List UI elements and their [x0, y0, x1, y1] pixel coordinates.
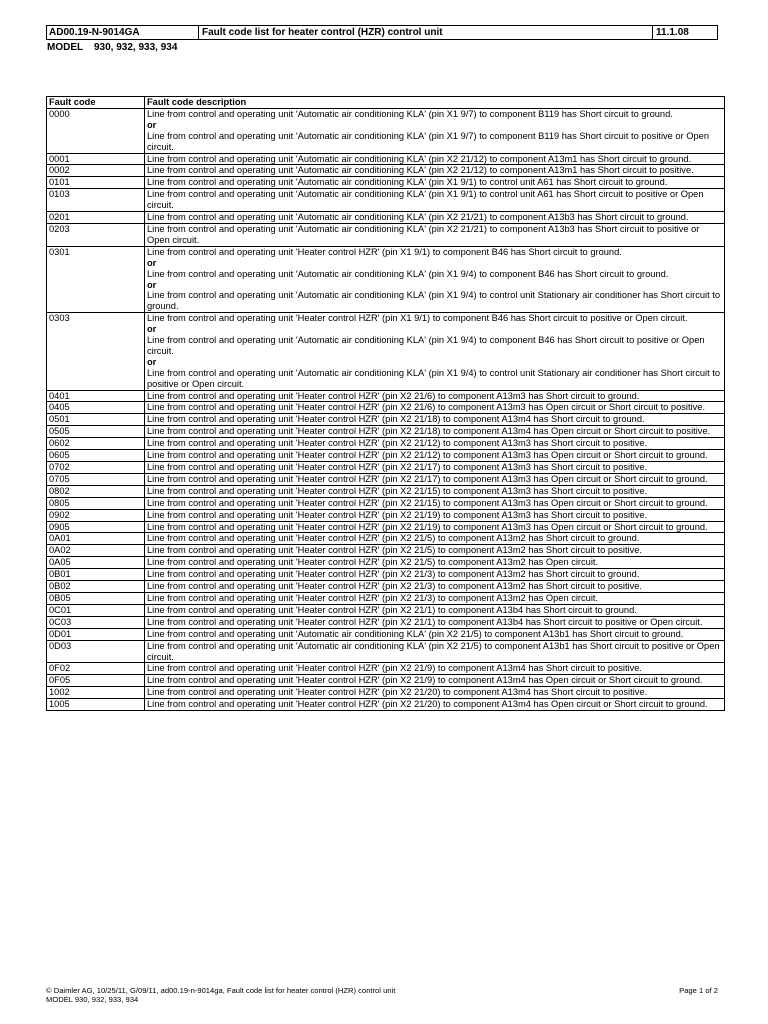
fault-code-cell: 0B02 [47, 581, 145, 593]
description-line: Line from control and operating unit 'Heater control HZR' (pin X2 21/18) to component A13m4 has Open circuit or Short circuit to positive. [147, 426, 711, 437]
description-line: Line from control and operating unit 'Heater control HZR' (pin X2 21/12) to component A13m3 has Open circuit or Short circuit to ground. [147, 450, 708, 461]
description-line: Line from control and operating unit 'Automatic air conditioning KLA' (pin X1 9/1) to control unit A61 has Short circuit to ground. [147, 177, 668, 188]
fault-code-cell: 0000 [47, 108, 145, 153]
description-line: Line from control and operating unit 'Heater control HZR' (pin X2 21/1) to component A13b4 has Short circuit to positive or Open circuit. [147, 616, 703, 627]
page-footer [46, 986, 720, 1004]
fault-code-cell: 0902 [47, 509, 145, 521]
fault-description-cell [145, 212, 725, 224]
fault-code-cell: 0D03 [47, 640, 145, 663]
table-row [47, 592, 725, 604]
table-body [47, 108, 725, 710]
fault-description-cell [145, 177, 725, 189]
table-row [47, 569, 725, 581]
document-id: AD00.19-N-9014GA [47, 26, 199, 39]
description-line: Line from control and operating unit 'Heater control HZR' (pin X2 21/3) to component A13m2 has Open circuit. [147, 592, 599, 603]
description-line: Line from control and operating unit 'Heater control HZR' (pin X2 21/1) to component A13b4 has Short circuit to ground. [147, 604, 637, 615]
table-row [47, 581, 725, 593]
fault-code-cell: 0A01 [47, 533, 145, 545]
fault-code-cell: 0905 [47, 521, 145, 533]
description-line: Line from control and operating unit 'Automatic air conditioning KLA' (pin X1 9/4) to component B46 has Short circuit to ground. [147, 268, 669, 279]
fault-code-cell: 0802 [47, 485, 145, 497]
fault-description-cell [145, 545, 725, 557]
fault-code-cell: 0203 [47, 223, 145, 246]
table-row [47, 189, 725, 212]
fault-description-cell [145, 462, 725, 474]
fault-description-cell [145, 153, 725, 165]
fault-description-cell [145, 438, 725, 450]
description-line: Line from control and operating unit 'Heater control HZR' (pin X2 21/6) to component A13m3 has Open circuit or Short circuit to positive. [147, 402, 706, 413]
table-row [47, 390, 725, 402]
table-row [47, 663, 725, 675]
table-row [47, 485, 725, 497]
fault-code-cell: 0702 [47, 462, 145, 474]
table-row [47, 473, 725, 485]
fault-description-cell [145, 189, 725, 212]
description-line: Line from control and operating unit 'Heater control HZR' (pin X2 21/5) to component A13m2 has Short circuit to positive. [147, 545, 642, 556]
table-row [47, 313, 725, 390]
table-row [47, 497, 725, 509]
fault-code-cell: 0001 [47, 153, 145, 165]
description-line: Line from control and operating unit 'Heater control HZR' (pin X2 21/19) to component A13m3 has Open circuit or Short circuit to ground. [147, 521, 708, 532]
description-line: Line from control and operating unit 'Heater control HZR' (pin X2 21/9) to component A13m4 has Open circuit or Short circuit to ground. [147, 675, 703, 686]
fault-code-cell: 0405 [47, 402, 145, 414]
table-row [47, 108, 725, 153]
description-line: Line from control and operating unit 'Heater control HZR' (pin X2 21/15) to component A13m3 has Open circuit or Short circuit to ground. [147, 497, 708, 508]
fault-code-cell: 0103 [47, 189, 145, 212]
table-row [47, 462, 725, 474]
table-row [47, 545, 725, 557]
fault-description-cell [145, 699, 725, 711]
fault-description-cell [145, 616, 725, 628]
fault-code-cell: 0605 [47, 450, 145, 462]
fault-description-cell [145, 521, 725, 533]
table-row [47, 533, 725, 545]
description-line: Line from control and operating unit 'Heater control HZR' (pin X2 21/3) to component A13m2 has Short circuit to ground. [147, 569, 640, 580]
description-line: Line from control and operating unit 'Automatic air conditioning KLA' (pin X1 9/1) to control unit A61 has Short circuit to positive or Open circuit. [147, 189, 704, 211]
table-row [47, 509, 725, 521]
fault-code-cell: 0002 [47, 165, 145, 177]
fault-description-cell [145, 533, 725, 545]
fault-description-cell [145, 473, 725, 485]
fault-code-cell: 0D01 [47, 628, 145, 640]
model-line [47, 42, 177, 53]
fault-description-cell [145, 687, 725, 699]
description-line: Line from control and operating unit 'Heater control HZR' (pin X2 21/3) to component A13m2 has Short circuit to positive. [147, 581, 642, 592]
column-header-code: Fault code [47, 97, 145, 109]
description-line: Line from control and operating unit 'Heater control HZR' (pin X2 21/19) to component A13m3 has Short circuit to positive. [147, 509, 648, 520]
description-line: Line from control and operating unit 'Heater control HZR' (pin X2 21/12) to component A13m3 has Short circuit to positive. [147, 438, 648, 449]
or-separator: or [147, 356, 157, 367]
fault-description-cell [145, 640, 725, 663]
description-line: Line from control and operating unit 'Heater control HZR' (pin X2 21/15) to component A13m3 has Short circuit to positive. [147, 485, 648, 496]
description-line: Line from control and operating unit 'Heater control HZR' (pin X2 21/18) to component A13m4 has Short circuit to ground. [147, 414, 645, 425]
table-row [47, 557, 725, 569]
fault-code-cell: 0F05 [47, 675, 145, 687]
or-separator: or [147, 279, 157, 290]
description-line: Line from control and operating unit 'Heater control HZR' (pin X2 21/5) to component A13m2 has Short circuit to ground. [147, 533, 640, 544]
fault-description-cell [145, 592, 725, 604]
fault-description-cell [145, 426, 725, 438]
description-line: Line from control and operating unit 'Heater control HZR' (pin X2 21/5) to component A13m2 has Open circuit. [147, 557, 599, 568]
table-header-row [47, 97, 725, 109]
footer-copyright: © Daimler AG, 10/25/11, G/09/11, ad00.19-n-9014ga, Fault code list for heater control (HZR) control unit [46, 986, 396, 995]
fault-code-table [46, 96, 725, 711]
table-row [47, 153, 725, 165]
fault-description-cell [145, 402, 725, 414]
fault-description-cell [145, 313, 725, 390]
fault-code-cell: 0303 [47, 313, 145, 390]
description-line: Line from control and operating unit 'Heater control HZR' (pin X2 21/9) to component A13m4 has Short circuit to positive. [147, 663, 642, 674]
table-row [47, 616, 725, 628]
table-row [47, 426, 725, 438]
fault-code-cell: 0301 [47, 246, 145, 312]
table-row [47, 640, 725, 663]
fault-description-cell [145, 450, 725, 462]
table-row [47, 414, 725, 426]
description-line: Line from control and operating unit 'Automatic air conditioning KLA' (pin X1 9/4) to control unit Stationary air conditioner has Short circuit to ground. [147, 290, 721, 312]
fault-code-cell: 1002 [47, 687, 145, 699]
column-header-description: Fault code description [145, 97, 725, 109]
description-line: Line from control and operating unit 'Heater control HZR' (pin X1 9/1) to component B46 has Short circuit to positive or Open circuit. [147, 313, 688, 324]
fault-description-cell [145, 675, 725, 687]
table-row [47, 223, 725, 246]
table-row [47, 699, 725, 711]
description-line: Line from control and operating unit 'Automatic air conditioning KLA' (pin X2 21/5) to component A13b1 has Short circuit to ground. [147, 628, 684, 639]
fault-code-cell: 0805 [47, 497, 145, 509]
document-header [46, 25, 718, 40]
fault-code-cell: 0401 [47, 390, 145, 402]
description-line: Line from control and operating unit 'Automatic air conditioning KLA' (pin X1 9/7) to component B119 has Short circuit to ground. [147, 108, 673, 119]
fault-description-cell [145, 509, 725, 521]
description-line: Line from control and operating unit 'Automatic air conditioning KLA' (pin X1 9/4) to control unit Stationary air conditioner has Short circuit to positive or Open circuit. [147, 367, 721, 389]
footer-model: MODEL 930, 932, 933, 934 [46, 995, 139, 1004]
fault-code-cell: 0201 [47, 212, 145, 224]
table-row [47, 450, 725, 462]
table-row [47, 177, 725, 189]
fault-code-cell: 0602 [47, 438, 145, 450]
table-row [47, 687, 725, 699]
fault-code-cell: 0B01 [47, 569, 145, 581]
fault-code-cell: 0C03 [47, 616, 145, 628]
description-line: Line from control and operating unit 'Heater control HZR' (pin X1 9/1) to component B46 has Short circuit to ground. [147, 246, 622, 257]
fault-description-cell [145, 604, 725, 616]
table-row [47, 604, 725, 616]
table-row [47, 246, 725, 312]
model-label: MODEL [47, 42, 84, 53]
fault-description-cell [145, 581, 725, 593]
fault-code-cell: 0505 [47, 426, 145, 438]
table-row [47, 402, 725, 414]
or-separator: or [147, 257, 157, 268]
table-row [47, 521, 725, 533]
description-line: Line from control and operating unit 'Heater control HZR' (pin X2 21/17) to component A13m3 has Short circuit to positive. [147, 462, 648, 472]
model-values: 930, 932, 933, 934 [94, 42, 178, 53]
fault-code-cell: 0705 [47, 473, 145, 485]
document-date: 11.1.08 [656, 27, 689, 38]
fault-description-cell [145, 497, 725, 509]
description-line: Line from control and operating unit 'Automatic air conditioning KLA' (pin X2 21/21) to component A13b3 has Short circuit to ground. [147, 212, 689, 223]
table-row [47, 165, 725, 177]
fault-description-cell [145, 246, 725, 312]
fault-description-cell [145, 165, 725, 177]
page-number: Page 1 of 2 [679, 986, 718, 995]
description-line: Line from control and operating unit 'Automatic air conditioning KLA' (pin X2 21/5) to component A13b1 has Short circuit to positive or Open circuit. [147, 640, 720, 662]
description-line: Line from control and operating unit 'Automatic air conditioning KLA' (pin X2 21/21) to component A13b3 has Short circuit to positive or Open circuit. [147, 223, 700, 245]
fault-description-cell [145, 485, 725, 497]
description-line: Line from control and operating unit 'Heater control HZR' (pin X2 21/20) to component A13m4 has Open circuit or Short circuit to ground. [147, 699, 708, 710]
description-line: Line from control and operating unit 'Heater control HZR' (pin X2 21/17) to component A13m3 has Open circuit or Short circuit to ground. [147, 473, 708, 484]
fault-code-cell: 0501 [47, 414, 145, 426]
or-separator: or [147, 324, 157, 335]
or-separator: or [147, 119, 157, 130]
fault-description-cell [145, 414, 725, 426]
fault-code-cell: 0F02 [47, 663, 145, 675]
table-row [47, 212, 725, 224]
fault-description-cell [145, 390, 725, 402]
fault-code-cell: 0101 [47, 177, 145, 189]
fault-description-cell [145, 108, 725, 153]
description-line: Line from control and operating unit 'Automatic air conditioning KLA' (pin X1 9/7) to component B119 has Short circuit to positive or Open circuit. [147, 130, 710, 152]
fault-code-cell: 1005 [47, 699, 145, 711]
description-line: Line from control and operating unit 'Automatic air conditioning KLA' (pin X2 21/12) to component A13m1 has Short circuit to ground. [147, 153, 692, 164]
fault-description-cell [145, 569, 725, 581]
table-row [47, 438, 725, 450]
fault-code-cell: 0A05 [47, 557, 145, 569]
document-title: Fault code list for heater control (HZR) control unit [199, 26, 653, 39]
description-line: Line from control and operating unit 'Heater control HZR' (pin X2 21/6) to component A13m3 has Short circuit to ground. [147, 390, 640, 401]
fault-code-cell: 0C01 [47, 604, 145, 616]
table-row [47, 675, 725, 687]
fault-code-cell: 0B05 [47, 592, 145, 604]
table-row [47, 628, 725, 640]
fault-description-cell [145, 557, 725, 569]
fault-description-cell [145, 223, 725, 246]
description-line: Line from control and operating unit 'Automatic air conditioning KLA' (pin X2 21/12) to component A13m1 has Short circuit to positive. [147, 165, 694, 176]
description-line: Line from control and operating unit 'Automatic air conditioning KLA' (pin X1 9/4) to component B46 has Short circuit to positive or Open circuit. [147, 335, 705, 356]
fault-description-cell [145, 663, 725, 675]
fault-description-cell [145, 628, 725, 640]
description-line: Line from control and operating unit 'Heater control HZR' (pin X2 21/20) to component A13m4 has Short circuit to positive. [147, 687, 648, 698]
fault-code-cell: 0A02 [47, 545, 145, 557]
